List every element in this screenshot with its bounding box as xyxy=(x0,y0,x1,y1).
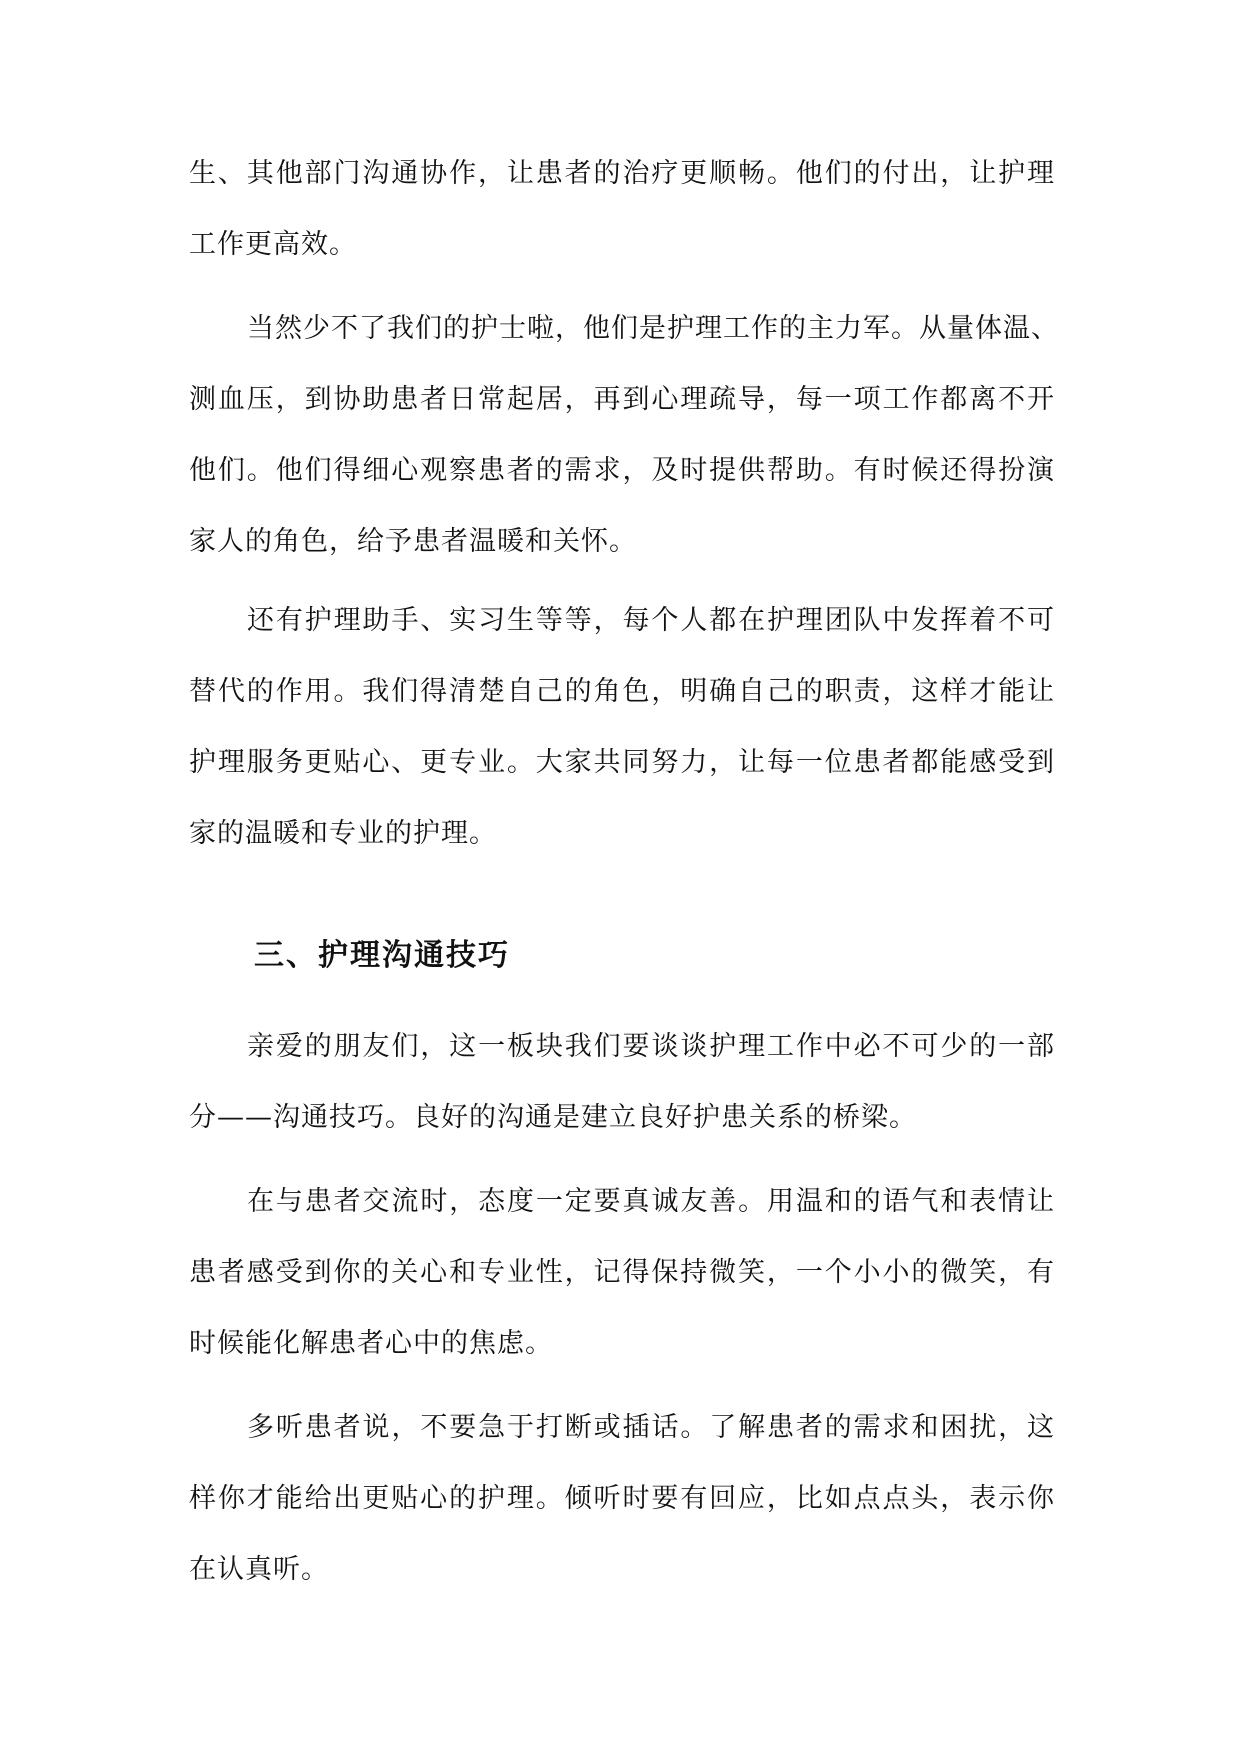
paragraph-4 xyxy=(189,1011,1055,1153)
section-heading: 三、护理沟通技巧 xyxy=(254,938,510,973)
paragraph-line: 生、其他部门沟通协作，让患者的治疗更顺畅。他们的付出，让护理 xyxy=(189,158,1055,189)
paragraph-line: 护理服务更贴心、更专业。大家共同努力，让每一位患者都能感受到 xyxy=(189,747,1055,778)
paragraph-line: 替代的作用。我们得清楚自己的角色，明确自己的职责，这样才能让 xyxy=(189,676,1055,707)
paragraph-3 xyxy=(189,585,1055,869)
paragraph-line: 患者感受到你的关心和专业性，记得保持微笑，一个小小的微笑，有 xyxy=(189,1257,1055,1288)
paragraph-1 xyxy=(189,138,1055,280)
paragraph-6 xyxy=(189,1392,1055,1605)
paragraph-line: 家的温暖和专业的护理。 xyxy=(189,818,497,849)
paragraph-line: 当然少不了我们的护士啦，他们是护理工作的主力军。从量体温、 xyxy=(247,313,1059,344)
paragraph-line: 分——沟通技巧。良好的沟通是建立良好护患关系的桥梁。 xyxy=(189,1102,917,1133)
paragraph-line: 亲爱的朋友们，这一板块我们要谈谈护理工作中必不可少的一部 xyxy=(247,1031,1055,1062)
paragraph-line: 在与患者交流时，态度一定要真诚友善。用温和的语气和表情让 xyxy=(247,1186,1055,1217)
paragraph-2 xyxy=(189,293,1059,577)
paragraph-line: 他们。他们得细心观察患者的需求，及时提供帮助。有时候还得扮演 xyxy=(189,455,1055,486)
paragraph-line: 测血压，到协助患者日常起居，再到心理疏导，每一项工作都离不开 xyxy=(189,384,1055,415)
paragraph-line: 家人的角色，给予患者温暖和关怀。 xyxy=(189,526,637,557)
paragraph-5 xyxy=(189,1166,1055,1379)
paragraph-line: 时候能化解患者心中的焦虑。 xyxy=(189,1328,553,1359)
paragraph-line: 样你才能给出更贴心的护理。倾听时要有回应，比如点点头，表示你 xyxy=(189,1483,1055,1514)
paragraph-line: 多听患者说，不要急于打断或插话。了解患者的需求和困扰，这 xyxy=(247,1412,1055,1443)
paragraph-line: 工作更高效。 xyxy=(189,229,357,260)
paragraph-line: 在认真听。 xyxy=(189,1554,329,1585)
paragraph-line: 还有护理助手、实习生等等，每个人都在护理团队中发挥着不可 xyxy=(247,605,1055,636)
